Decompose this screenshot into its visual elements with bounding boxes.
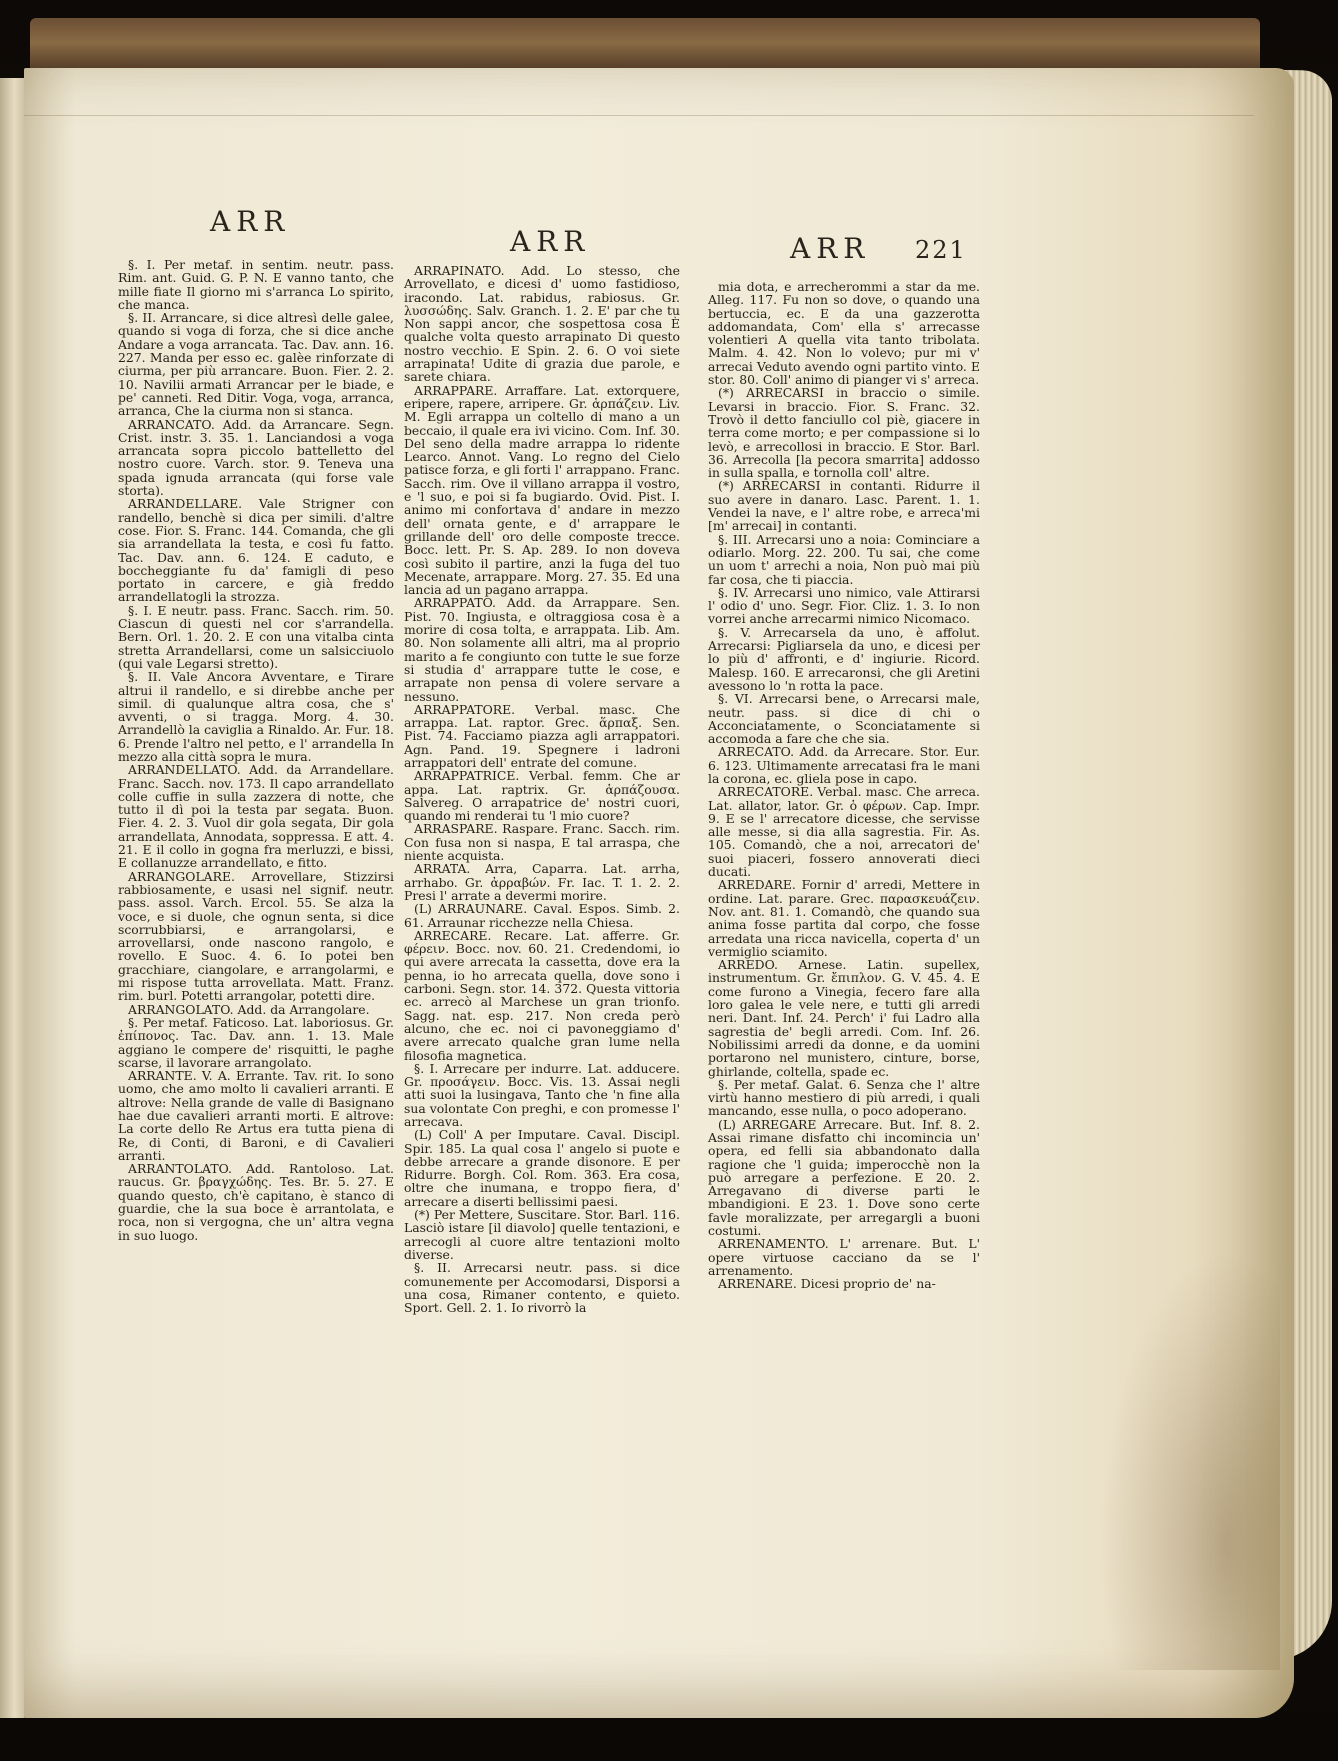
dictionary-entry: §. V. Arrecarsela da uno, è affolut. Arrecarsi: Pigliarsela da uno, e dicesi per lo più d' affronti, e d' ingiurie. Ricord. Malesp. 160. E arrecaronsi, che gli Aretini avessono lo 'n rotta la pace. — [708, 624, 980, 693]
text-column-1 — [118, 258, 394, 1242]
dictionary-entry: ARRECATORE. Verbal. masc. Che arreca. Lat. allator, lator. Gr. ὁ φέρων. Cap. Impr. 9. E se l' arrecatore dicesse, che servisse alle messe, si dia alla sagrestia. Fir. As. 105. Comandò, che a noi, arrecatori de' suoi piaceri, fossero annoverati dieci ducati. — [708, 784, 980, 880]
running-head-right: ARR — [790, 232, 871, 265]
dictionary-entry: §. I. Per metaf. in sentim. neutr. pass. Rim. ant. Guid. G. P. N. E vanno tanto, che mille fiate Il giorno mi s'arranca Lo spirito, che manca. — [118, 257, 394, 312]
dictionary-entry: ARRENARE. Dicesi proprio de' na- — [718, 1276, 936, 1292]
dictionary-entry: ARRAPPATO. Add. da Arrappare. Sen. Pist. 70. Ingiusta, e oltraggiosa cosa è a morire di cosa tolta, e arrappata. Lib. Am. 80. Non solamente alli altri, ma al proprio marito a fe congiunto con tutte le sue forze si studia d' arrappare tutte le cose, e arrapate non pensa di volere servare a nessuno. — [404, 595, 680, 704]
dictionary-entry: §. II. Arrancare, si dice altresì delle galee, quando si voga di forza, che si dice anche Andare a voga arrancata. Tac. Dav. ann. 16. 227. Manda per esso ec. galèe rinforzate di ciurma, per più arrancare. Buon. Fier. 2. 2. 10. Navilii armati Arrancar per le biade, e pe' canneti. Red Ditir. Voga, voga, arranca, arranca, Che la ciurma non si stanca. — [118, 310, 394, 419]
dictionary-entry: ARRAPPARE. Arraffare. Lat. extorquere, eripere, rapere, arripere. Gr. ἁρπάζειν. Liv. M. Egli arrappa un coltello di mano a un beccaio, il quale era ivi vicino. Com. Inf. 30. Del seno della madre arrappa lo ridente Learco. Annot. Vang. Lo regno del Cielo patisce forza, e gli forti l' arrappano. Franc. Sacch. rim. Ove il villano arrappa il vostro, e 'l suo, e poi si fa bugiardo. Ovid. Pist. I. animo mi confortava d' andare in mezzo dell' ornata gente, e d' arrappare le grillande dell' oro delle composte trecce. Bocc. lett. Pr. S. Ap. 289. Io non doveva così subito il partire, anzi la fuga del tuo Mecenate, arrappare. Morg. 27. 35. Ed una lancia ad un pagano arrappa. — [404, 382, 680, 598]
dictionary-entry: ARRENAMENTO. L' arrenare. But. L' opere virtuose cacciano da se l' arrenamento. — [708, 1236, 980, 1278]
dictionary-entry: ARRANGOLARE. Arrovellare, Stizzirsi rabbiosamente, e usasi nel signif. neutr. pass. assol. Varch. Ercol. 55. Se alza la voce, e si duole, che ognun senta, si dice scorrubbiarsi, e arrangolarsi, e arrovellarsi, onde nascono rangolo, e rovello. E Suoc. 4. 6. Io potei ben gracchiare, ciangolare, e arrangolarmi, e mi rispose tutta arrovellata. Matt. Franz. rim. burl. Potetti arrangolar, potetti dire. — [118, 868, 394, 1004]
left-page-edge — [0, 78, 25, 1718]
dictionary-entry: ARRANTE. V. A. Errante. Tav. rit. Io sono uomo, che amo molto li cavalieri arranti. E altrove: Nella grande de valle di Basignano hae due cavalieri arranti morti. E altrove: La corte dello Re Artus era tutta piena di Re, di Conti, di Baroni, e di Cavalieri arranti. — [118, 1068, 394, 1163]
dictionary-entry: (L) ARREGARE Arrecare. But. Inf. 8. 2. Assai rimane disfatto chi incomincia un' opera, ed felli sia abbandonato dalla ragione che 'l guida; imperocchè non la può arregare a perfezione. E 20. 2. Arregavano di diverse parti le mbandigioni. E 23. 1. Dove sono certe favle moralizzate, per arregargli a buoni costumi. — [708, 1116, 980, 1239]
running-head-left: ARR — [210, 205, 291, 238]
dictionary-entry: ARRAPINATO. Add. Lo stesso, che Arrovellato, e dicesi d' uomo fastidioso, iracondo. Lat. rabidus, rabiosus. Gr. λυσσώδης. Salv. Granch. 1. 2. E' par che tu Non sappi ancor, che sospettosa cosa È qualche volta questo arrapinato Di questo nostro vecchio. E Spin. 2. 6. O voi siete arrapinata! Udite di grazia due parole, e sarete chiara. — [404, 263, 680, 385]
fold-line — [24, 115, 1254, 116]
dictionary-entry: (L) Coll' A per Imputare. Caval. Discipl. Spir. 185. La qual cosa l' angelo si puote e debbe arrecare a grande disonore. E per Ridurre. Borgh. Col. Rom. 363. Era cosa, oltre che inumana, e troppo fiera, d' arrecare a diserti bellissimi paesi. — [404, 1127, 680, 1209]
dictionary-entry: §. Per metaf. Faticoso. Lat. laboriosus. Gr. ἐπίπονος. Tac. Dav. ann. 1. 13. Male aggiano le compere de' risquitti, le paghe scarse, il lavorare arrangolato. — [118, 1014, 394, 1070]
dictionary-entry: ARRANTOLATO. Add. Rantoloso. Lat. raucus. Gr. βραγχώδης. Tes. Br. 5. 27. E quando questo, ch'è capitano, è stanco di guardie, che la sua boce è arrantolata, e roca, non si vergogna, che un' altra vegna in suo luogo. — [118, 1161, 394, 1243]
dictionary-entry: (*) ARRECARSI in contanti. Ridurre il suo avere in danaro. Lasc. Parent. 1. 1. Vendei la nave, e l' altre robe, e arreca'mi [m' arrecai] in contanti. — [708, 478, 980, 534]
dictionary-entry: ARREDARE. Fornir d' arredi, Mettere in ordine. Lat. parare. Grec. παρασκευάζειν. Nov. ant. 81. 1. Comandò, che quando sua anima fosse partita dal corpo, che fosse arredata una ricca navicella, coperta d' un vermiglio sciamito. — [708, 877, 980, 959]
text-column-3 — [708, 280, 980, 1291]
page-stain — [1100, 1250, 1280, 1670]
running-head-center: ARR — [510, 225, 591, 258]
dictionary-entry: §. IV. Arrecarsi uno nimico, vale Attirarsi l' odio d' uno. Segr. Fior. Cliz. 1. 3. Io non vorrei anche arrecarmi nimico Nicomaco. — [708, 584, 980, 627]
text-column-2 — [404, 264, 680, 1314]
dictionary-entry: ARRECARE. Recare. Lat. afferre. Gr. φέρειν. Bocc. nov. 60. 21. Credendomi, io qui avere arrecata la cassetta, dove era la penna, io ho arrecata quella, dove sono i carboni. Segn. stor. 14. 372. Questa vittoria ec. arrecò al Marchese un gran trionfo. Sagg. nat. esp. 217. Non creda però alcuno, che ec. noi ci pavoneggiamo d' avere arrecato qualche gran lume nella filosofia magnetica. — [404, 927, 680, 1063]
dictionary-entry: §. II. Arrecarsi neutr. pass. si dice comunemente per Accomodarsi, Disporsi a una cosa, Rimaner contento, e quieto. Sport. Gell. 2. 1. Io rivorrò la — [404, 1260, 680, 1316]
dictionary-entry: §. II. Vale Ancora Avventare, e Tirare altrui il randello, e si direbbe anche per simil. di qualunque altra cosa, che s' avventi, o si tragga. Morg. 4. 30. Arrandellò la caviglia a Rinaldo. Ar. Fur. 18. 6. Prende l'altro nel petto, e l' arrandella In mezzo alla città sopra le mura. — [118, 669, 394, 764]
dictionary-entry: ARRAPPATRICE. Verbal. femm. Che ar appa. Lat. raptrix. Gr. ἁρπάζουσα. Salvereg. O arrapatrice de' nostri cuori, quando mi renderai tu 'l mio cuore? — [404, 768, 680, 824]
dictionary-entry: ARRAPPATORE. Verbal. masc. Che arrappa. Lat. raptor. Grec. ἅρπαξ. Sen. Pist. 74. Facciamo piazza agli arrappatori. Agn. Pand. 19. Spegnere i ladroni arrappatori dell' entrate del comune. — [404, 701, 680, 770]
dictionary-entry: ARREDO. Arnese. Latin. supellex, instrumentum. Gr. ἔπιπλον. G. V. 45. 4. E come furono a Vinegia, fecero fare alla loro galea le vele nere, e tutti gli arredi neri. Dant. Inf. 24. Perch' i' fui Ladro alla sagrestia de' begli arredi. Com. Inf. 26. Nobilissimi arredi da donne, e da uomini portarono nel munistero, cinture, borse, ghirlande, coltella, spade ec. — [708, 957, 980, 1079]
dictionary-entry: §. III. Arrecarsi uno a noia: Cominciare a odiarlo. Morg. 22. 200. Tu sai, che come un uom t' arrechi a noia, Non può mai più far cosa, che ti piaccia. — [708, 531, 980, 587]
dictionary-entry: ARRASPARE. Raspare. Franc. Sacch. rim. Con fusa non si naspa, E tal arraspa, che niente acquista. — [404, 821, 680, 864]
dictionary-entry: §. I. E neutr. pass. Franc. Sacch. rim. 50. Ciascun di questi nel cor s'arrandella. Bern. Orl. 1. 20. 2. E con una vitalba cinta stretta Arrandellarsi, come un salsicciuolo (qui vale Legarsi stretto). — [118, 602, 394, 671]
dictionary-entry: ARRANGOLATO. Add. da Arrangolare. — [128, 1001, 370, 1017]
dictionary-entry: ARRANCATO. Add. da Arrancare. Segn. Crist. instr. 3. 35. 1. Lanciandosi a voga arrancata sopra piccolo battelletto del nostro cuore. Varch. stor. 9. Teneva una spada ignuda arrancata (qui forse vale storta). — [118, 416, 394, 499]
dictionary-entry: ARRANDELLATO. Add. da Arrandellare. Franc. Sacch. nov. 173. Il capo arrandellato colle cuffie in sulla zazzera di notte, che tutto il dì poi la testa par segata. Buon. Fier. 4. 2. 3. Vuol dir gola segata, Dir gola arrandellata, Annodata, soppressa. E att. 4. 21. E il collo in gogna fra merluzzi, e bissi, E collanuzze arrandellato, e fitto. — [118, 762, 394, 871]
dictionary-entry: ARRANDELLARE. Vale Strigner con randello, benchè si dica per simili. d'altre cose. Fior. S. Franc. 144. Comanda, che gli sia arrandellata la testa, e così fu fatto. Tac. Dav. ann. 6. 124. E caduto, e boccheggiante fu da' famigli di peso portato in carcere, e già freddo arrandellatogli la strozza. — [118, 496, 394, 605]
dictionary-entry: §. Per metaf. Galat. 6. Senza che l' altre virtù hanno mestiero di più arredi, i quali mancando, esse nulla, o poco adoperano. — [708, 1076, 980, 1119]
dictionary-entry: §. VI. Arrecarsi bene, o Arrecarsi male, neutr. pass. si dice di chi o Acconciatamente, o Sconciatamente si accomoda a fare che che sia. — [708, 691, 980, 747]
dictionary-entry: (L) ARRAUNARE. Caval. Espos. Simb. 2. 61. Arraunar ricchezze nella Chiesa. — [404, 901, 680, 930]
dictionary-entry: ARRECATO. Add. da Arrecare. Stor. Eur. 6. 123. Ultimamente arrecatasi fra le mani la corona, ec. gliela pose in capo. — [708, 744, 980, 786]
dictionary-entry: (*) ARRECARSI in braccio o simile. Levarsi in braccio. Fior. S. Franc. 32. Trovò il detto fanciullo col piè, giacere in terra come morto; e per compassione si lo levò, e arrecollosi in braccio. E Stor. Barl. 36. Arrecolla [la pecora smarrita] addosso in sulla spalla, e tornolla coll' altre. — [708, 385, 980, 481]
dictionary-entry: ARRATA. Arra, Caparra. Lat. arrha, arrhabo. Gr. ἀρραβών. Fr. Iac. T. 1. 2. 2. Presi l' arrate a devermi morire. — [404, 861, 680, 903]
page-number: 221 — [915, 236, 967, 264]
dictionary-entry: (*) Per Mettere, Suscitare. Stor. Barl. 116. Lasciò istare [il diavolo] quelle tentazioni, e arrecogli al cuore altre tentazioni molto diverse. — [404, 1207, 680, 1262]
dictionary-entry: §. I. Arrecare per indurre. Lat. adducere. Gr. προσάγειν. Bocc. Vis. 13. Assai negli atti suoi la lusingava, Tanto che 'n fine alla sua volontate Con preghi, e con promesse l' arrecava. — [404, 1060, 680, 1129]
dictionary-entry: mia dota, e arrecherommi a star da me. Alleg. 117. Fu non so dove, o quando una bertuccia, ec. E da una gazzerotta addomandata, Com' ella s' arrecasse volentieri A quella vita tanto tribolata. Malm. 4. 42. Non lo volevo; pur mi v' arrecai Veduto avendo ogni partito vinto. E stor. 80. Coll' animo di pianger vi s' arreca. — [708, 279, 980, 388]
